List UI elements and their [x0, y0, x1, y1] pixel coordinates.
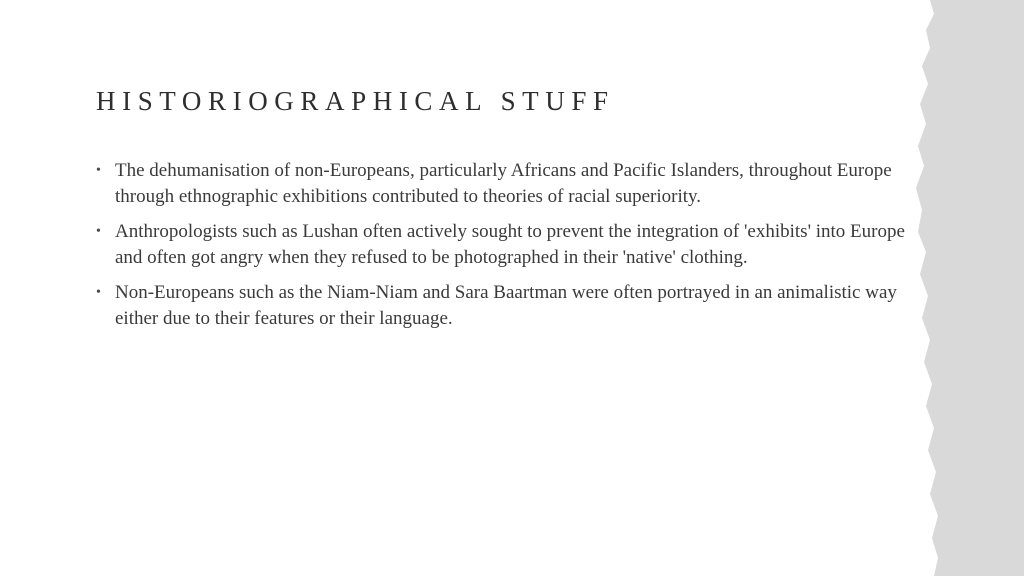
- slide-title: HISTORIOGRAPHICAL STUFF: [96, 86, 615, 116]
- bullet-text: Anthropologists such as Lushan often actively sought to prevent the integration of 'exhibits' into Europe and often got angry when they refused to be photographed in their 'native' clothing.: [115, 221, 905, 268]
- bullet-item-3: [96, 280, 906, 331]
- bullet-dot-icon: •: [96, 224, 101, 239]
- bullet-list: [96, 158, 906, 341]
- bullet-dot-icon: •: [96, 285, 101, 300]
- torn-paper-shape: [916, 0, 1024, 576]
- bullet-dot-icon: •: [96, 163, 101, 178]
- bullet-text: The dehumanisation of non-Europeans, particularly Africans and Pacific Islanders, throughout Europe through ethnographic exhibitions contributed to theories of racial superiority.: [115, 160, 892, 207]
- bullet-item-1: [96, 158, 906, 209]
- bullet-item-2: [96, 219, 906, 270]
- torn-paper-edge: [904, 0, 1024, 576]
- bullet-text: Non-Europeans such as the Niam-Niam and Sara Baartman were often portrayed in an animalistic way either due to their features or their language.: [115, 282, 897, 329]
